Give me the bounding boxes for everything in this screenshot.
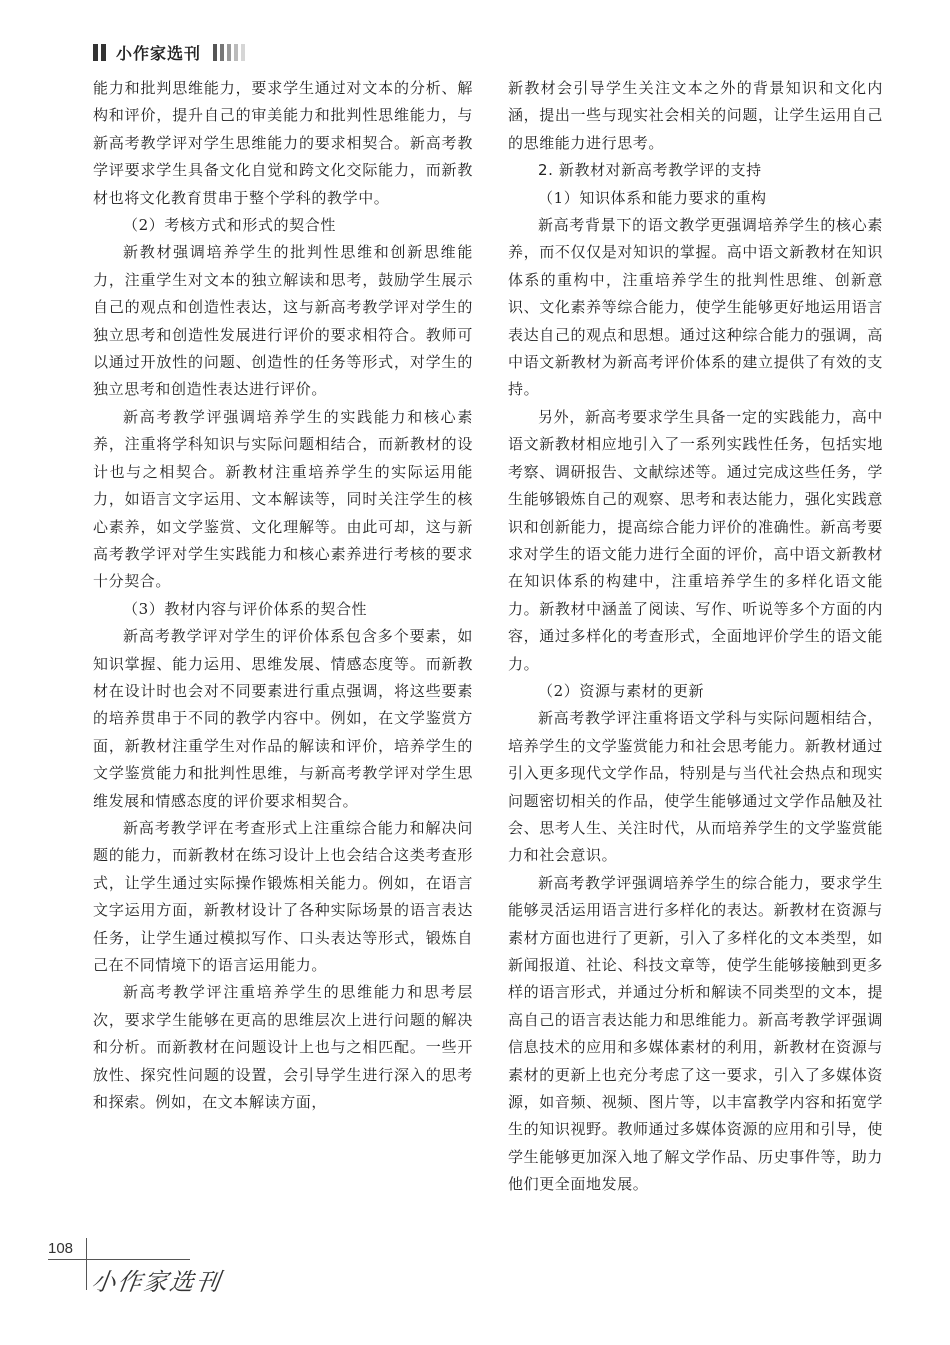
running-header [93,40,245,64]
page-number: 108 [48,1240,74,1257]
header-bars-right-icon [213,44,245,61]
section-heading: （2）考核方式和形式的契合性 [123,216,336,235]
footer-divider-vertical [86,1238,87,1290]
footer-divider-horizontal [48,1259,190,1260]
left-column [93,75,473,1116]
paragraph: 新高考教学评强调培养学生的综合能力，要求学生能够灵活运用语言进行多样化的表达。新教材在资源与素材方面也进行了更新，引入了多样化的文本类型，如新闻报道、社论、科技文章等，使学生能够接触到更多样的语言形式，并通过分析和解读不同类型的文本，提高自己的语言表达能力和思维能力。新高考教学评强调信息技术的应用和多媒体素材的利用，新教材在资源与素材的更新上也充分考虑了这一要求，引入了多媒体资源，如音频、视频、图片等，以丰富教学内容和拓宽学生的知识视野。教师通过多媒体资源的应用和引导，使学生能够更加深入地了解文学作品、历史事件等，助力他们更全面地发展。 [508,873,883,1194]
header-bars-left-icon [93,44,106,61]
paragraph: 能力和批判思维能力，要求学生通过对文本的分析、解构和评价，提升自己的审美能力和批判性思维能力，与新高考教学评对学生思维能力的要求相契合。新高考教学评要求学生具备文化自觉和跨文化交际能力，而新教材也将文化教育贯串于整个学科的教学中。 [93,79,473,207]
paragraph: 新高考教学评强调培养学生的实践能力和核心素养，注重将学科知识与实际问题相结合，而新教材的设计也与之相契合。新教材注重培养学生的实际运用能力，如语言文字运用、文本解读等，同时关注学生的核心素养，如文学鉴赏、文化理解等。由此可却，这与新高考教学评对学生实践能力和核心素养进行考核的要求十分契合。 [93,407,473,591]
section-heading: （3）教材内容与评价体系的契合性 [123,599,368,618]
paragraph: 新高考教学评在考查形式上注重综合能力和解决问题的能力，而新教材在练习设计上也会结合这类考查形式，让学生通过实际操作锻炼相关能力。例如，在语言文字运用方面，新教材设计了各种实际场景的语言表达任务，让学生通过模拟写作、口头表达等形式，锻炼自己在不同情境下的语言运用能力。 [93,818,473,974]
journal-title: 小作家选刊 [116,43,202,63]
paragraph: 另外，新高考要求学生具备一定的实践能力，高中语文新教材相应地引入了一系列实践性任务，包括实地考察、调研报告、文献综述等。通过完成这些任务，学生能够锻炼自己的观察、思考和表达能力，强化实践意识和创新能力，提高综合能力评价的准确性。新高考要求对学生的语文能力进行全面的评价，高中语文新教材在知识体系的构建中，注重培养学生的多样化语文能力。新教材中涵盖了阅读、写作、听说等多个方面的内容，通过多样化的考查形式，全面地评价学生的语文能力。 [508,407,883,673]
paragraph: 新高考教学评注重将语文学科与实际问题相结合，培养学生的文学鉴赏能力和社会思考能力。新教材通过引入更多现代文学作品，特别是与当代社会热点和现实问题密切相关的作品，使学生能够通过文学作品触及社会、思考人生、关注时代，从而培养学生的文学鉴赏能力和社会意识。 [508,709,883,865]
paragraph: 新教材会引导学生关注文本之外的背景知识和文化内涵，提出一些与现实社会相关的问题，让学生运用自己的思维能力进行思考。 [508,79,883,152]
paragraph: 新高考背景下的语文教学更强调培养学生的核心素养，而不仅仅是对知识的掌握。高中语文新教材在知识体系的重构中，注重培养学生的批判性思维、创新意识、文化素养等综合能力，使学生能够更好地运用语言表达自己的观点和思想。通过这种综合能力的强调，高中语文新教材为新高考评价体系的建立提供了有效的支持。 [508,216,883,399]
paragraph: 新高考教学评注重培养学生的思维能力和思考层次，要求学生能够在更高的思维层次上进行问题的解决和分析。而新教材在问题设计上也与之相匹配。一些开放性、探究性问题的设置，会引导学生进行深入的思考和探索。例如，在文本解读方面， [93,983,473,1112]
paragraph: 新教材强调培养学生的批判性思维和创新思维能力，注重学生对文本的独立解读和思考，鼓励学生展示自己的观点和创造性表达，这与新高考教学评对学生的独立思考和创造性发展进行评价的要求相符合。教师可以通过开放性的问题、创造性的任务等形式，对学生的独立思考和创造性表达进行评价。 [93,243,473,399]
paragraph: 新高考教学评对学生的评价体系包含多个要素，如知识掌握、能力运用、思维发展、情感态度等。而新教材在设计时也会对不同要素进行重点强调，将这些要素的培养贯串于不同的教学内容中。例如，在文学鉴赏方面，新教材注重学生对作品的解读和评价，培养学生的文学鉴赏能力和批判性思维，与新高考教学评对学生思维发展和情感态度的评价要求相契合。 [93,627,473,810]
footer-logo: 小作家选刊 [89,1268,224,1296]
right-column [508,75,883,1199]
section-heading: （2）资源与素材的更新 [538,681,705,700]
section-heading: 2. 新教材对新高考教学评的支持 [538,161,762,180]
section-heading: （1）知识体系和能力要求的重构 [538,188,767,207]
